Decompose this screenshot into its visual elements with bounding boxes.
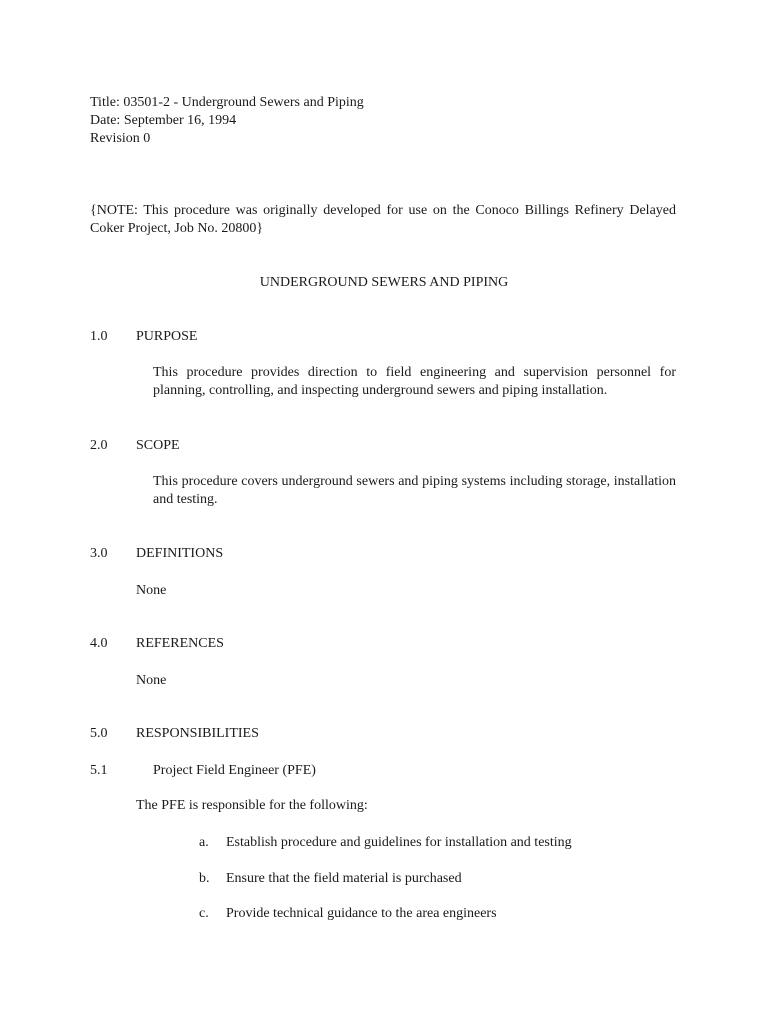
- subsection-heading: Project Field Engineer (PFE): [153, 763, 316, 778]
- section-heading-definitions: DEFINITIONS: [136, 546, 224, 561]
- section-body-purpose: This procedure provides direction to field engineering and supervision personnel for planning, controlling, and inspecting underground sewers and piping installation.: [153, 365, 676, 398]
- section-number-3: 3.0: [90, 546, 108, 561]
- section-body-definitions: None: [136, 583, 167, 598]
- section-heading-responsibilities: RESPONSIBILITIES: [136, 726, 259, 741]
- section-heading-references: REFERENCES: [136, 636, 224, 651]
- document-title: UNDERGROUND SEWERS AND PIPING: [259, 275, 509, 290]
- list-item: Provide technical guidance to the area engineers: [226, 906, 497, 921]
- section-number-5: 5.0: [90, 726, 108, 741]
- list-item-marker: a.: [199, 835, 209, 850]
- section-number-4: 4.0: [90, 636, 108, 651]
- section-number-1: 1.0: [90, 329, 108, 344]
- list-item-marker: c.: [199, 906, 209, 921]
- list-item-marker: b.: [199, 871, 210, 886]
- note-paragraph: {NOTE: This procedure was originally developed for use on the Conoco Billings Refinery Delayed Coker Project, Job No. 20800}: [90, 203, 676, 236]
- section-body-scope: This procedure covers underground sewers and piping systems including storage, installation and testing.: [153, 474, 676, 507]
- subsection-number: 5.1: [90, 763, 108, 778]
- section-number-2: 2.0: [90, 438, 108, 453]
- section-heading-purpose: PURPOSE: [136, 329, 198, 344]
- subsection-intro: The PFE is responsible for the following:: [136, 798, 368, 813]
- title-line: Title: 03501-2 - Underground Sewers and Piping: [90, 95, 364, 110]
- revision-line: Revision 0: [90, 131, 151, 146]
- list-item: Establish procedure and guidelines for installation and testing: [226, 835, 572, 850]
- list-item: Ensure that the field material is purchased: [226, 871, 462, 886]
- date-line: Date: September 16, 1994: [90, 113, 237, 128]
- section-heading-scope: SCOPE: [136, 438, 180, 453]
- section-body-references: None: [136, 673, 167, 688]
